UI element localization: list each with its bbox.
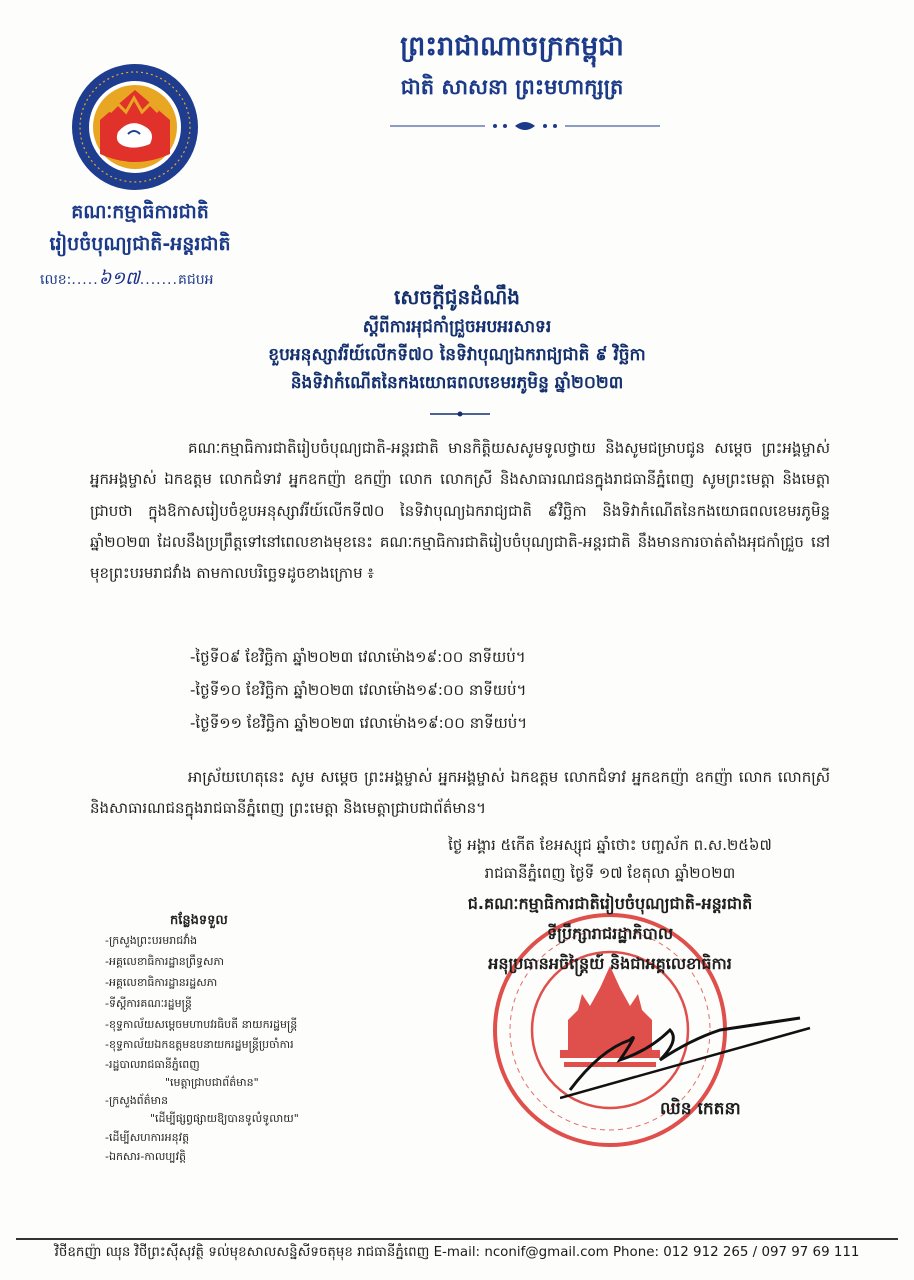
cc-item: -ទីស្តីការគណៈរដ្ឋមន្ត្រី [105,997,192,1010]
signatory-title-1: ជ.គណៈកម្មាធិការជាតិរៀបចំបុណ្យជាតិ-អន្តរជាតិ [467,894,753,913]
cc-item: -ក្រសួងព័ត៌មាន [105,1094,169,1107]
cc-item: -អគ្គលេខាធិការដ្ឋានព្រឹទ្ធសភា [105,955,224,968]
org-name-line1: គណៈកម្មាធិការជាតិ [71,201,209,223]
cc-item-note: "មេត្តាជ្រាបជាព័ត៌មាន" [165,1076,259,1089]
ref-label: លេខ: [40,272,72,288]
cc-item: -រដ្ឋបាលរាជធានីភ្នំពេញ [105,1058,200,1071]
cc-item: -អគ្គលេខាធិការដ្ឋានរដ្ឋសភា [105,976,218,989]
org-name-line2: រៀបចំបុណ្យជាតិ-អន្តរជាតិ [49,233,231,255]
title-divider [430,410,490,418]
kingdom-heading: ព្រះរាជាណាចក្រកម្ពុជា [400,31,624,62]
ref-number-handwritten: ៦១៧ [98,268,140,289]
signatory-title-3: អនុប្រធានអចិន្ត្រៃយ៍ និងជាអគ្គលេខាធិការ [488,954,732,973]
body-paragraph-1: គណៈកម្មាធិការជាតិរៀបចំបុណ្យជាតិ-អន្តរជាតិ មានកិត្តិយសសូមទូលថ្វាយ និងសូមជម្រាបជូន សម្តេច ព្រះអង្គម្ចាស់ អ្នកអង្គម្ចាស់ ឯកឧត្តម លោកជំទាវ អ្នកឧកញ៉ា ឧកញ៉ា លោក លោកស្រី និងសាធារណជនក្នុងរាជធានីភ្នំពេញ សូមព្រះមេត្តា និងមេត្តាជ្រាបថា ក្នុងឱកាសរៀបចំខួបអនុស្សាវរីយ៍លើកទី៧០ នៃទិវាបុណ្យឯករាជ្យជាតិ ៩វិច្ឆិកា និងទិវាកំណើតនៃកងយោធពលខេមរភូមិន្ទ ឆ្នាំ២០២៣ ដែលនឹងប្រព្រឹត្តទៅនៅពេលខាងមុខនេះ គណៈកម្មាធិការជាតិរៀបចំបុណ្យជាតិ-អន្តរជាតិ នឹងមានការចាត់តាំងអុជកាំជ្រួច នៅមុខព្រះបរមរាជវាំង តាមកាលបរិច្ឆេទដូចខាងក្រោម ៖ [90,439,830,583]
ornament-divider [390,118,660,134]
notice-subject: ស្តីពីការអុជកាំជ្រួចអបអរសាទរ [362,317,552,337]
notice-title: សេចក្តីជូនដំណឹង [394,285,520,309]
ref-suffix: គជបអ [177,272,214,288]
schedule-item-2: -ថ្ងៃទី១០ ខែវិច្ឆិកា ឆ្នាំ២០២៣ វេលាម៉ោង១៩:០០ នាទីយប់។ [190,681,527,699]
lunar-date: ថ្ងៃ អង្គារ ៥កើត ខែអស្សុជ ឆ្នាំថោះ បញ្ចស័ក ព.ស.២៥៦៧ [448,836,772,854]
ref-dots: ....... [139,272,178,288]
cc-item-note: "ដើម្បីផ្សព្វផ្សាយឱ្យបានទូលំទូលាយ" [150,1112,299,1125]
handwritten-signature [560,1010,820,1100]
signatory-title-2: ទីប្រឹក្សារាជរដ្ឋាភិបាល [546,924,674,943]
cc-item: -ដើម្បីសហការអនុវត្ត [105,1131,190,1144]
footer-contact: វិថីឧកញ៉ា ឈុន វិថីព្រះស៊ីសុវត្ថិ ទល់មុខសាលសន្និសីទចតុមុខ រាជធានីភ្នំពេញ E-mail: nconif@gmail.com Phone: 012 912 265 / 097 97 69 111 [54,1245,860,1260]
schedule-item-1: -ថ្ងៃទី០៩ ខែវិច្ឆិកា ឆ្នាំ២០២៣ វេលាម៉ោង១៩:០០ នាទីយប់។ [190,648,526,666]
schedule-item-3: -ថ្ងៃទី១១ ខែវិច្ឆិកា ឆ្នាំ២០២៣ វេលាម៉ោង១៩:០០ នាទីយប់។ [190,714,528,732]
national-motto: ជាតិ សាសនា ព្រះមហាក្សត្រ [400,75,624,99]
cc-item: -ខុទ្ទកាល័យសម្តេចមហាបវរធិបតី នាយករដ្ឋមន្ត្រី [105,1018,298,1031]
body-paragraph-2: អាស្រ័យហេតុនេះ សូម សម្តេច ព្រះអង្គម្ចាស់ អ្នកអង្គម្ចាស់ ឯកឧត្តម លោកជំទាវ អ្នកឧកញ៉ា ឧកញ៉ា លោក លោកស្រី និងសាធារណជនក្នុងរាជធានីភ្នំពេញ ព្រះមេត្តា និងមេត្តាជ្រាបជាព័ត៌មាន។ [90,768,830,818]
ref-dots: ..... [71,272,99,288]
cc-item: -ខុទ្ទកាល័យឯកឧត្តមឧបនាយករដ្ឋមន្ត្រីប្រចាំការ [105,1038,294,1051]
cc-item: -ក្រសួងព្រះបរមរាជវាំង [105,934,198,947]
notice-subject-line3: និងទិវាកំណើតនៃកងយោធពលខេមរភូមិន្ទ ឆ្នាំ២០២៣ [290,373,624,393]
cc-list-title: កន្លែងទទួល [170,913,228,928]
committee-logo [70,62,200,192]
solar-date: រាជធានីភ្នំពេញ ថ្ងៃទី ១៧ ខែតុលា ឆ្នាំ២០២៣ [484,864,736,882]
footer-rule [16,1238,898,1240]
cc-item: -ឯកសារ-កាលប្បវត្តិ [105,1150,187,1163]
notice-subject-line2: ខួបអនុស្សាវរីយ៍លើកទី៧០ នៃទិវាបុណ្យឯករាជ្យជាតិ ៩ វិច្ឆិកា [268,345,646,365]
signatory-name: ឈិន កេតនា [660,1099,741,1119]
